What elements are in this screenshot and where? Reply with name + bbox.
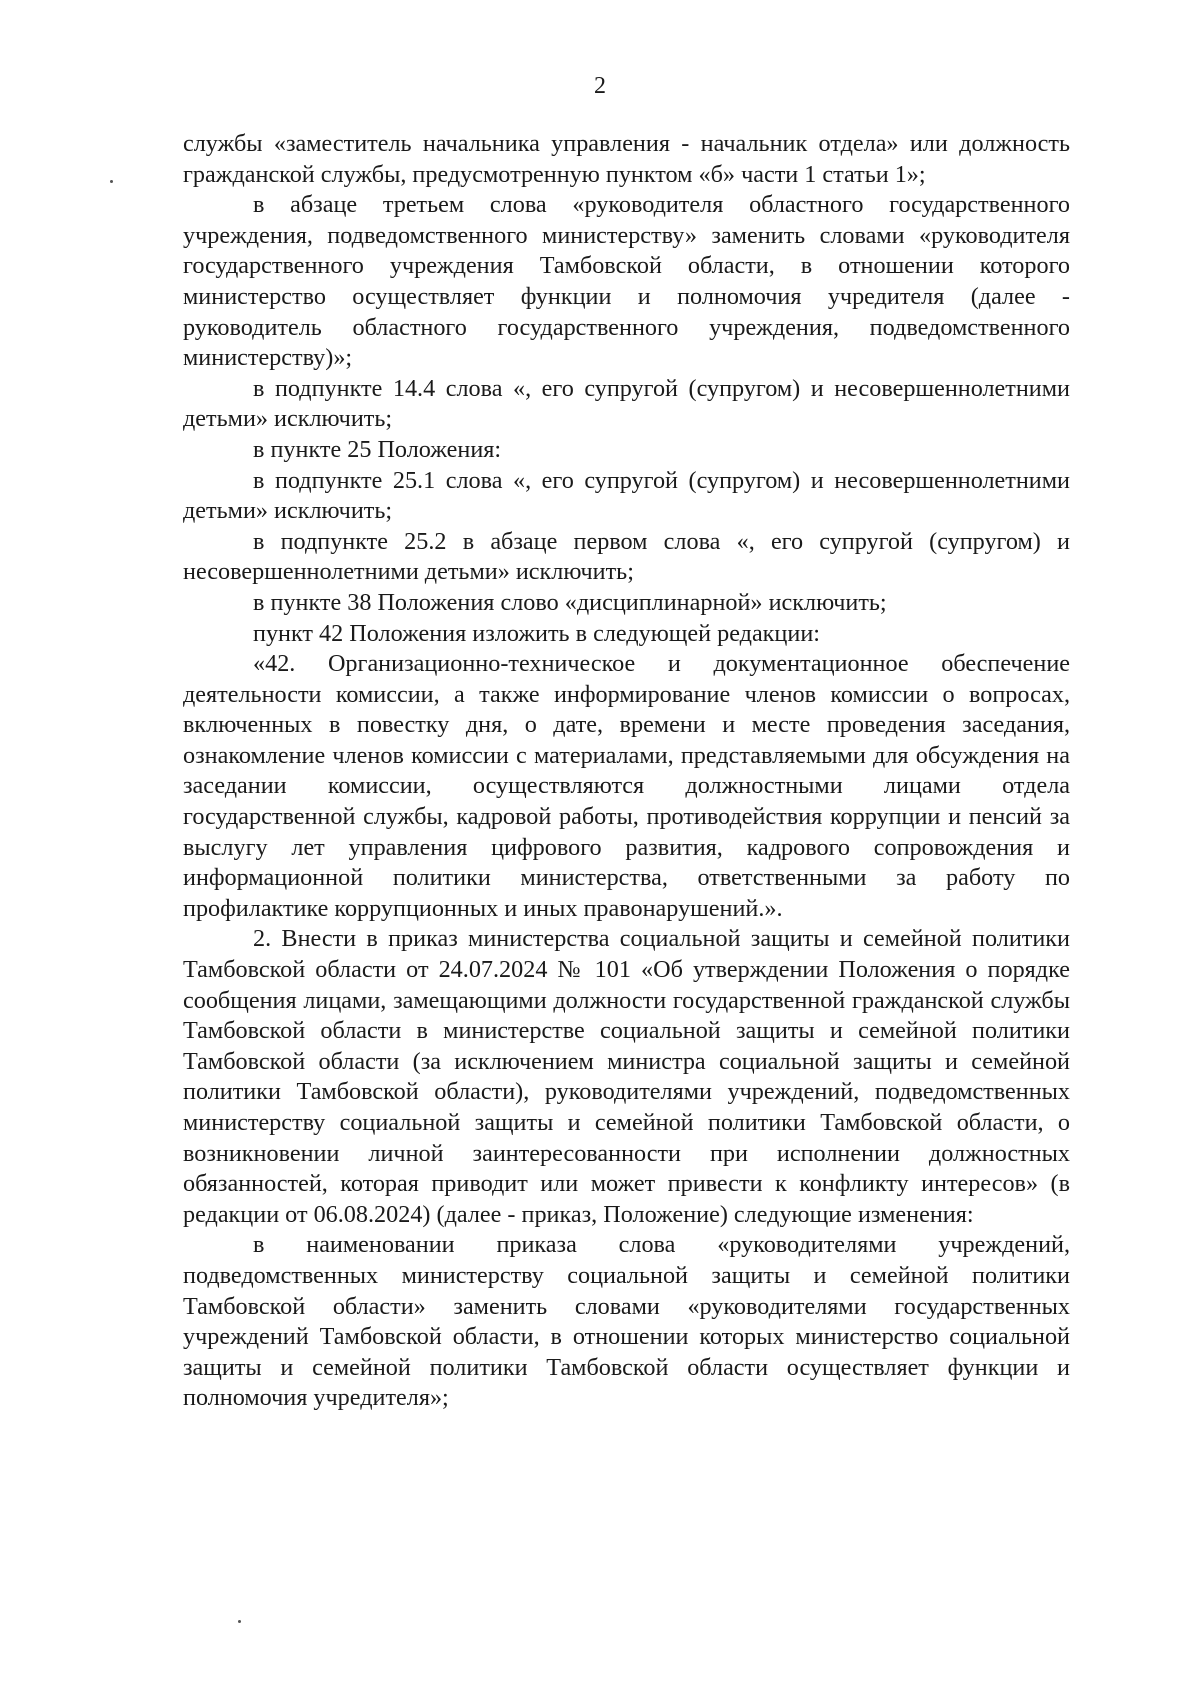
paragraph: в подпункте 25.1 слова «, его супругой (супругом) и несовершеннолетними детьми» исключить; bbox=[183, 466, 1070, 525]
paragraph: в абзаце третьем слова «руководителя областного государственного учреждения, подведомственного министерству» заменить словами «руководителя государственного учреждения Тамбовской области, в отношении которого министерство осуществляет функции и полномочия учредителя (далее - руководитель областного государственного учреждения, подведомственного министерству)»; bbox=[183, 191, 1070, 372]
paragraph: в наименовании приказа слова «руководителями учреждений, подведомственных министерству социальной защиты и семейной политики Тамбовской области» заменить словами «руководителями государственных учреждений Тамбовской области, в отношении которых министерство социальной защиты и семейной политики Тамбовской области осуществляет функции и полномочия учредителя»; bbox=[183, 1231, 1070, 1412]
paragraph: в подпункте 14.4 слова «, его супругой (супругом) и несовершеннолетними детьми» исключить; bbox=[183, 374, 1070, 433]
page-number: 2 bbox=[594, 73, 606, 99]
paragraph: в пункте 38 Положения слово «дисциплинарной» исключить; bbox=[253, 588, 887, 616]
scan-speck bbox=[110, 180, 113, 183]
paragraph: службы «заместитель начальника управления - начальник отдела» или должность гражданской службы, предусмотренную пунктом «б» части 1 статьи 1»; bbox=[183, 130, 1070, 188]
paragraph: в подпункте 25.2 в абзаце первом слова «, его супругой (супругом) и несовершеннолетними детьми» исключить; bbox=[183, 527, 1070, 586]
paragraph: в пункте 25 Положения: bbox=[253, 435, 502, 463]
paragraph: «42. Организационно-техническое и документационное обеспечение деятельности комиссии, а также информирование членов комиссии о вопросах, включенных в повестку дня, о дате, времени и месте проведения заседания, ознакомление членов комиссии с материалами, представляемыми для обсуждения на заседании комиссии, осуществляются должностными лицами отдела государственной службы, кадровой работы, противодействия коррупции и пенсий за выслугу лет управления цифрового развития, кадрового сопровождения и информационной политики министерства, ответственными за работу по профилактике коррупционных и иных правонарушений.». bbox=[183, 650, 1070, 922]
scan-speck bbox=[238, 1620, 241, 1623]
paragraph: пункт 42 Положения изложить в следующей редакции: bbox=[253, 619, 820, 647]
document-body bbox=[183, 129, 1070, 1414]
paragraph: 2. Внести в приказ министерства социальной защиты и семейной политики Тамбовской области от 24.07.2024 № 101 «Об утверждении Положения о порядке сообщения лицами, замещающими должности государственной гражданской службы Тамбовской области в министерстве социальной защиты и семейной политики Тамбовской области (за исключением министра социальной защиты и семейной политики Тамбовской области), руководителями учреждений, подведомственных министерству социальной защиты и семейной политики Тамбовской области, о возникновении личной заинтересованности при исполнении должностных обязанностей, которая приводит или может привести к конфликту интересов» (в редакции от 06.08.2024) (далее - приказ, Положение) следующие изменения: bbox=[183, 925, 1070, 1228]
